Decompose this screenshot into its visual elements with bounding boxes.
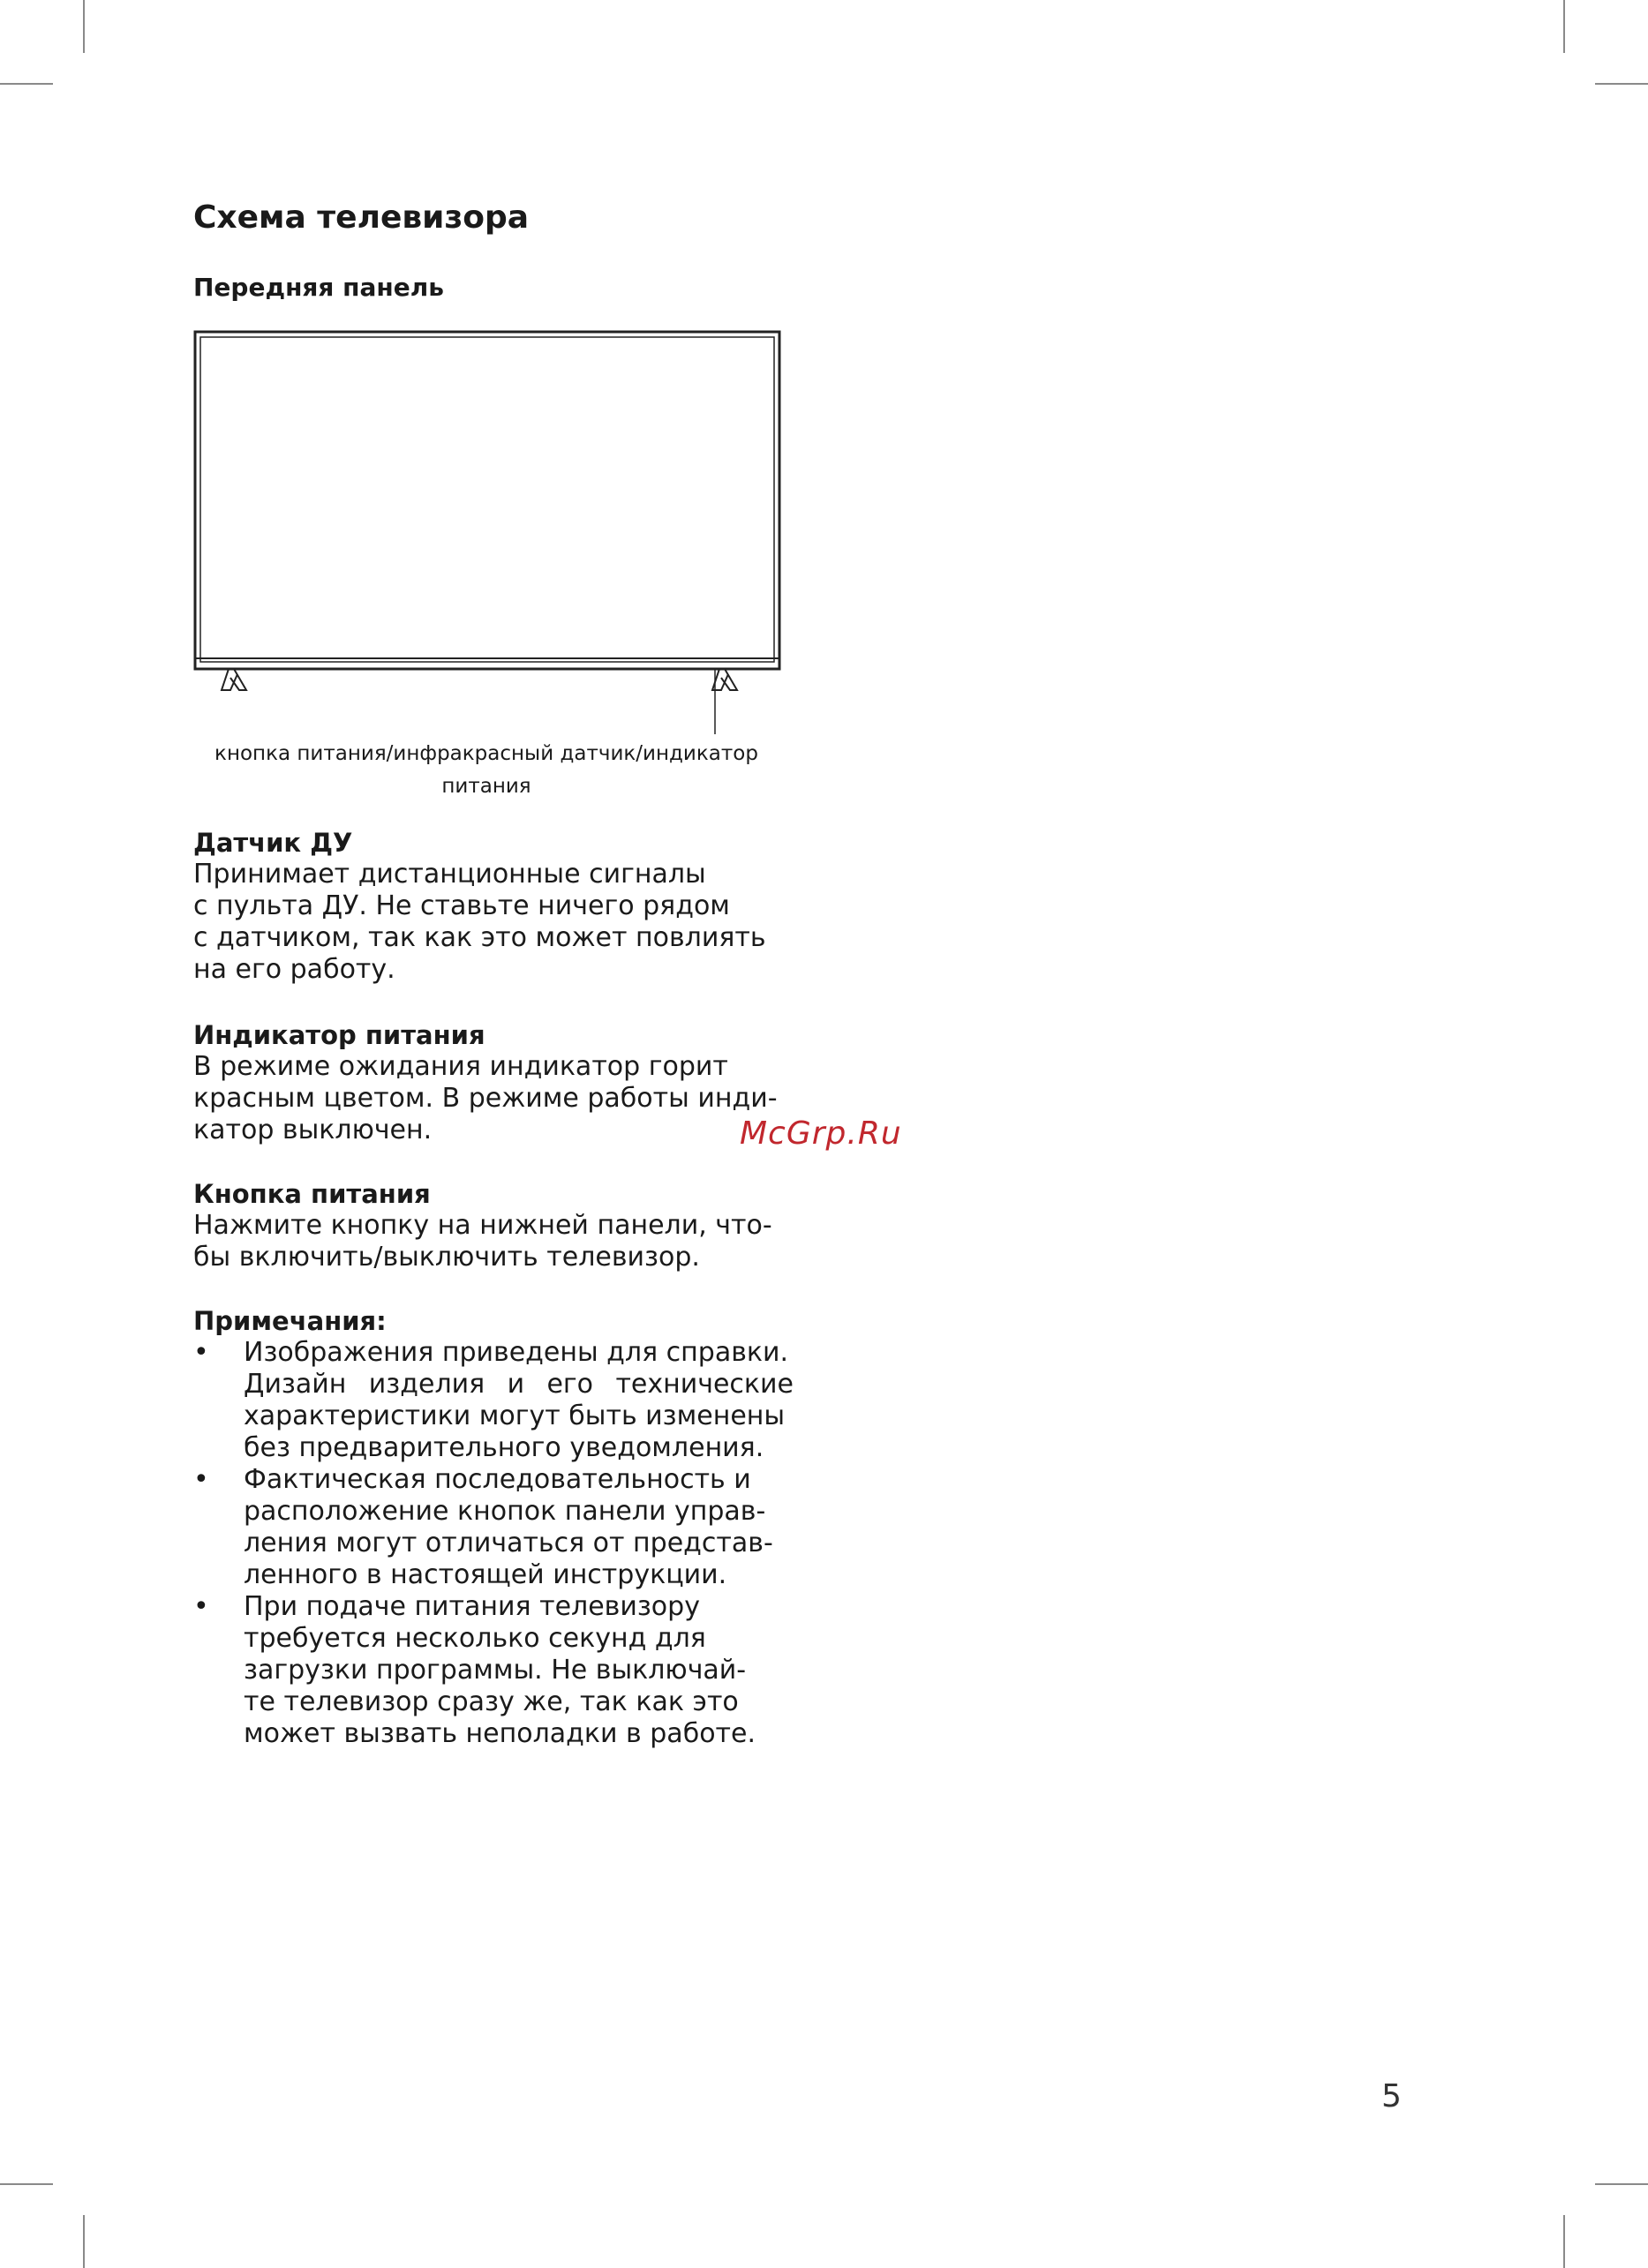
- crop-mark-top-right-horizontal: [1595, 83, 1648, 85]
- bullet-icon: •: [193, 1337, 209, 1368]
- power-indicator-line: В режиме ожидания индикатор горит: [193, 1051, 728, 1082]
- bullet-icon: •: [193, 1591, 209, 1622]
- figure-caption-line: питания: [441, 775, 531, 798]
- note-line: Фактическая последовательность и: [244, 1464, 751, 1495]
- power-indicator-title: Индикатор питания: [193, 1020, 485, 1050]
- note-line: требуется несколько секунд для: [244, 1623, 706, 1654]
- power-indicator-line: катор выключен.: [193, 1115, 433, 1145]
- remote-sensor-line: Принимает дистанционные сигналы: [193, 859, 706, 890]
- tv-stand-right: [712, 669, 737, 690]
- power-button-line: Нажмите кнопку на нижней панели, что-: [193, 1210, 772, 1241]
- power-indicator-line: красным цветом. В режиме работы инди-: [193, 1083, 778, 1114]
- figure-caption-line: кнопка питания/инфракрасный датчик/индикатор: [214, 742, 758, 765]
- tv-front-panel-diagram: [190, 327, 786, 741]
- crop-mark-bottom-right-vertical: [1563, 2215, 1565, 2268]
- note-item: [193, 1591, 794, 1750]
- note-item: [193, 1337, 794, 1464]
- note-line: ленного в настоящей инструкции.: [244, 1559, 727, 1590]
- note-line: Изображения приведены для справки.: [244, 1337, 789, 1368]
- notes-list: [193, 1337, 794, 1750]
- power-button-title: Кнопка питания: [193, 1179, 431, 1209]
- note-line: может вызвать неполадки в работе.: [244, 1718, 756, 1749]
- crop-mark-top-left-vertical: [83, 0, 85, 53]
- remote-sensor-line: с датчиком, так как это может повлиять: [193, 922, 766, 953]
- bullet-icon: •: [193, 1464, 209, 1495]
- crop-mark-top-right-vertical: [1563, 0, 1565, 53]
- tv-frame: [195, 332, 779, 669]
- crop-mark-bottom-left-vertical: [83, 2215, 85, 2268]
- note-line: ления могут отличаться от представ-: [244, 1528, 773, 1558]
- tv-stand-left: [222, 669, 246, 690]
- page-number: 5: [1381, 2078, 1402, 2114]
- remote-sensor-section: [193, 827, 794, 986]
- note-line: При подаче питания телевизору: [244, 1591, 700, 1622]
- note-line: те телевизор сразу же, так как это: [244, 1686, 739, 1717]
- power-indicator-section: [193, 1019, 794, 1146]
- notes-section: [193, 1305, 794, 1750]
- watermark: McGrp.Ru: [740, 1115, 902, 1152]
- power-button-section: [193, 1178, 794, 1273]
- power-button-line: бы включить/выключить телевизор.: [193, 1242, 700, 1273]
- crop-mark-top-left-horizontal: [0, 83, 53, 85]
- remote-sensor-line: с пульта ДУ. Не ставьте ничего рядом: [193, 890, 730, 921]
- note-line: характеристики могут быть изменены: [244, 1401, 786, 1431]
- note-line: загрузки программы. Не выключай-: [244, 1655, 747, 1686]
- figure-caption: [193, 738, 779, 803]
- crop-mark-bottom-right-horizontal: [1595, 2183, 1648, 2185]
- note-item: [193, 1464, 794, 1591]
- remote-sensor-line: на его работу.: [193, 954, 395, 985]
- note-line: без предварительного уведомления.: [244, 1432, 764, 1463]
- crop-mark-bottom-left-horizontal: [0, 2183, 53, 2185]
- page-title: Схема телевизора: [193, 199, 530, 236]
- note-line: расположение кнопок панели управ-: [244, 1496, 766, 1527]
- remote-sensor-title: Датчик ДУ: [193, 828, 353, 858]
- section-heading-front-panel: Передняя панель: [193, 273, 444, 302]
- notes-title: Примечания:: [193, 1306, 387, 1336]
- note-line: Дизайн изделия и его технические: [244, 1369, 794, 1400]
